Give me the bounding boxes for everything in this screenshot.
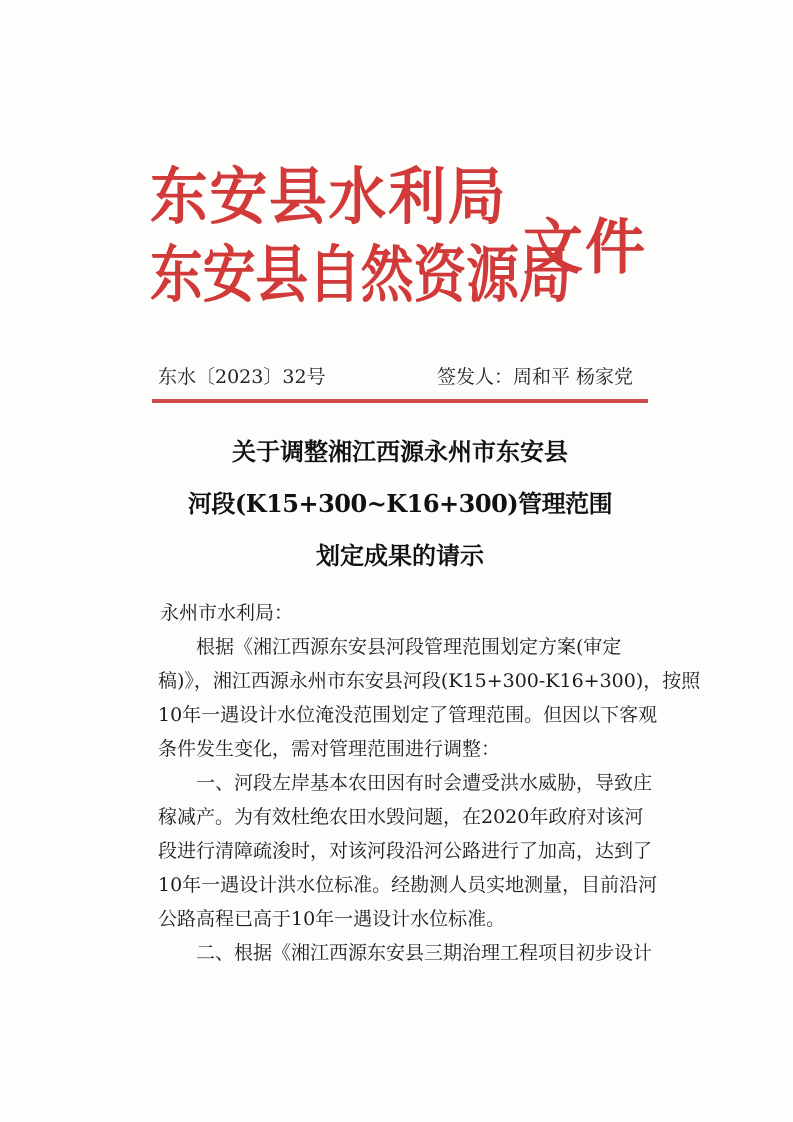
body-line: 一、河段左岸基本农田因有时会遭受洪水威胁，导致庄 [196, 772, 653, 794]
body-line: 二、根据《湘江西源东安县三期治理工程项目初步设计 [196, 942, 653, 964]
body-line: 稼减产。为有效杜绝农田水毁问题，在2020年政府对该河 [158, 806, 644, 828]
issuer-water-bureau: 东安县水利局 [150, 160, 508, 233]
document-number: 东水〔2023〕32号 [158, 366, 326, 388]
body-line: 段进行清障疏浚时，对该河段沿河公路进行了加高，达到了 [158, 840, 653, 862]
document-word: 文件 [523, 213, 647, 283]
title-line-2: 河段(K15+300~K16+300)管理范围 [187, 489, 613, 518]
document-title [150, 433, 650, 589]
title-line-1: 关于调整湘江西源永州市东安县 [232, 437, 568, 466]
signer: 签发人：周和平 杨家党 [437, 366, 634, 388]
salutation: 永州市水利局： [160, 602, 294, 624]
body-line: 10年一遇设计洪水位标准。经勘测人员实地测量，目前沿河 [158, 874, 658, 896]
body-line: 稿)》，湘江西源永州市东安县河段(K15+300-K16+300)，按照 [158, 670, 701, 692]
title-line-3: 划定成果的请示 [316, 541, 484, 570]
body-line: 公路高程已高于10年一遇设计水位标准。 [158, 908, 506, 930]
issuer-natural-resources-bureau: 东安县自然资源局 [150, 238, 572, 311]
body-line: 条件发生变化，需对管理范围进行调整： [158, 738, 501, 760]
body-line: 根据《湘江西源东安县河段管理范围划定方案(审定 [196, 636, 622, 658]
red-divider-line [152, 399, 648, 403]
body-line: 10年一遇设计水位淹没范围划定了管理范围。但因以下客观 [158, 704, 658, 726]
document-body [158, 599, 701, 973]
